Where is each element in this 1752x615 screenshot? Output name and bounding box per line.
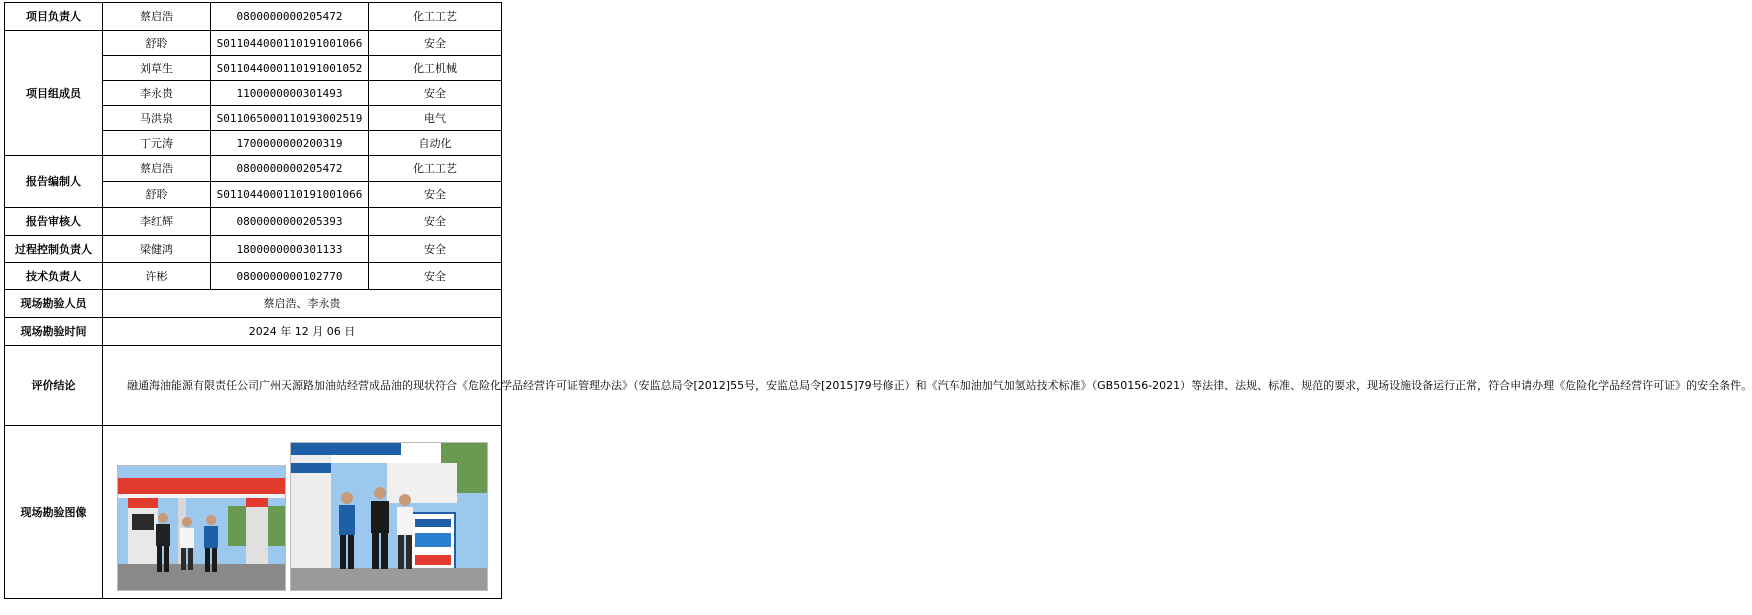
row-conclusion [5,346,502,426]
row-survey-time [5,318,502,346]
member-name: 马洪泉 [103,106,211,131]
label-tech-leader: 技术负责人 [5,263,103,290]
label-site-images: 现场勘验图像 [5,426,103,599]
row-site-images [5,426,502,599]
member-specialty: 自动化 [369,131,502,156]
evaluation-info-table [4,2,1752,599]
reviewer-cert: 0800000000205393 [211,208,369,236]
site-photo-right-drawing [291,443,487,590]
process-specialty: 安全 [369,236,502,263]
member-row [5,31,502,56]
writer-cert: 0800000000205472 [211,156,369,182]
leader-specialty: 化工工艺 [369,3,502,31]
label-project-members: 项目组成员 [5,31,103,156]
writer-specialty: 安全 [369,182,502,208]
member-name: 丁元涛 [103,131,211,156]
writer-name: 舒聆 [103,182,211,208]
member-specialty: 电气 [369,106,502,131]
writer-specialty: 化工工艺 [369,156,502,182]
member-cert: S011044000110191001052 [211,56,369,81]
label-reviewer: 报告审核人 [5,208,103,236]
row-process-control [5,236,502,263]
member-specialty: 安全 [369,31,502,56]
member-name: 李永贵 [103,81,211,106]
member-cert: S011044000110191001066 [211,31,369,56]
member-cert: S011065000110193002519 [211,106,369,131]
label-survey-people: 现场勘验人员 [5,290,103,318]
label-project-leader: 项目负责人 [5,3,103,31]
label-survey-time: 现场勘验时间 [5,318,103,346]
member-specialty: 安全 [369,81,502,106]
site-images-cell [103,426,502,599]
process-cert: 1800000000301133 [211,236,369,263]
survey-people-value: 蔡启浩、李永贵 [103,290,502,318]
site-photo-right [290,442,488,591]
member-cert: 1700000000200319 [211,131,369,156]
label-report-writers: 报告编制人 [5,156,103,208]
row-project-leader [5,3,502,31]
label-conclusion: 评价结论 [5,346,103,426]
reviewer-name: 李红辉 [103,208,211,236]
label-process-control: 过程控制负责人 [5,236,103,263]
member-specialty: 化工机械 [369,56,502,81]
writer-row [5,156,502,182]
process-name: 梁健鸿 [103,236,211,263]
site-photo-left-drawing [118,466,285,590]
leader-cert: 0800000000205472 [211,3,369,31]
site-photo-left [117,465,286,591]
tech-name: 许彬 [103,263,211,290]
reviewer-specialty: 安全 [369,208,502,236]
row-tech-leader [5,263,502,290]
tech-cert: 0800000000102770 [211,263,369,290]
writer-name: 蔡启浩 [103,156,211,182]
row-survey-people [5,290,502,318]
writer-cert: S011044000110191001066 [211,182,369,208]
row-reviewer [5,208,502,236]
leader-name: 蔡启浩 [103,3,211,31]
member-name: 舒聆 [103,31,211,56]
conclusion-text: 融通海油能源有限责任公司广州天源路加油站经营成品油的现状符合《危险化学品经营许可证管理办法》（安监总局令[2012]55号，安监总局令[2015]79号修正）和《汽车加油加气加氢站技术标准》（GB50156-2021）等法律、法规、标准、规范的要求，现场设施设备运行正常，符合申请办理《危险化学品经营许可证》的安全条件。 [103,346,502,426]
survey-time-value: 2024 年 12 月 06 日 [103,318,502,346]
tech-specialty: 安全 [369,263,502,290]
member-cert: 1100000000301493 [211,81,369,106]
member-name: 刘草生 [103,56,211,81]
